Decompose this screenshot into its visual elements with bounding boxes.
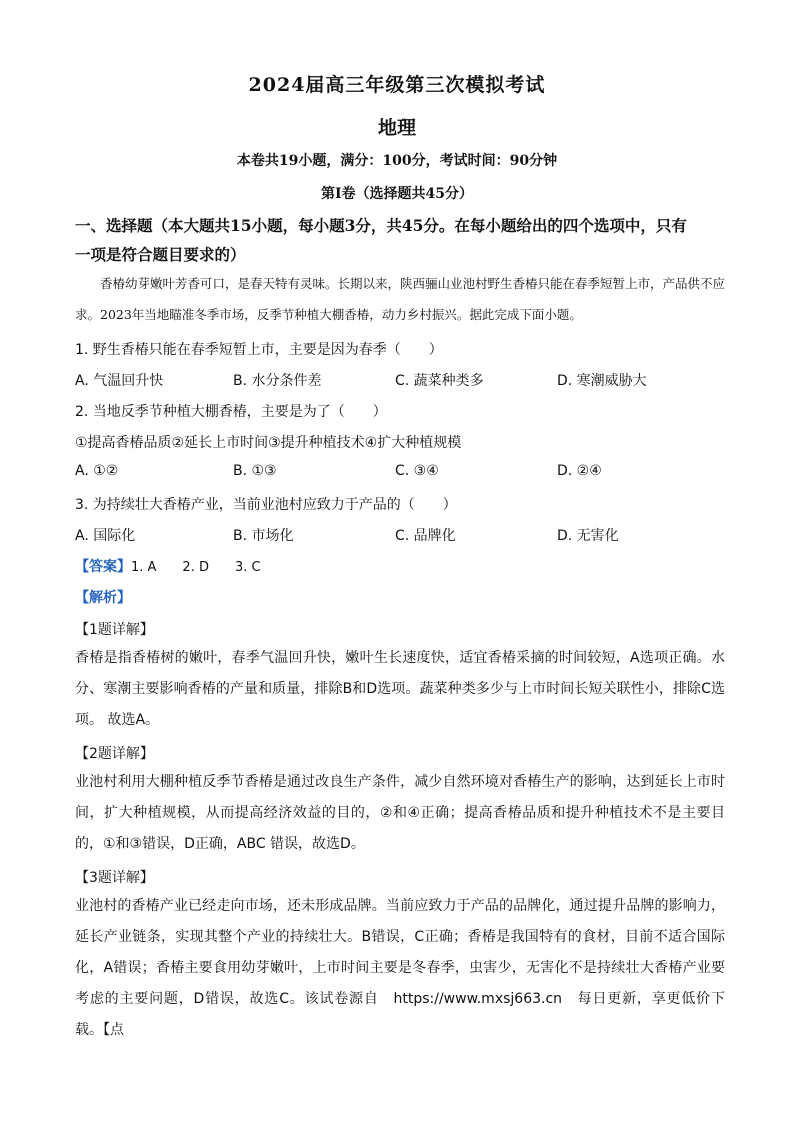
- section-heading-line-1: 一、选择题（本大题共15小题，每小题3分，共45分。在每小题给出的四个选项中，只有: [75, 216, 687, 235]
- analysis-label: [75, 587, 131, 607]
- question-2-option-d: D. ②④: [557, 463, 602, 479]
- question-2-option-c: C. ③④: [395, 463, 439, 479]
- question-1-option-c: C. 蔬菜种类多: [395, 373, 484, 389]
- question-1-stem: 1. 野生香椿只能在春季短暂上市，主要是因为春季（ ）: [75, 342, 443, 358]
- question-2-option-b: B. ①③: [233, 463, 277, 479]
- question-3-option-a: A. 国际化: [75, 528, 136, 544]
- detail-2-label: 【2题详解】: [75, 746, 154, 762]
- detail-2-text: 业池村利用大棚种植反季节香椿是通过改良生产条件，减少自然环境对香椿生产的影响，达到延长上市时间，扩大种植规模，从而提高经济效益的目的，②和④正确；提高香椿品质和提升种植技术不是主要目的，①和③错误，D正确，ABC 错误，故选D。: [75, 774, 725, 852]
- answer-line: [75, 556, 261, 576]
- question-3-option-b: B. 市场化: [233, 528, 294, 544]
- question-2-stem: 2. 当地反季节种植大棚香椿，主要是为了（ ）: [75, 404, 387, 420]
- question-3-option-d: D. 无害化: [557, 528, 619, 544]
- detail-3-label: 【3题详解】: [75, 870, 154, 886]
- analysis-label-text: 【解析】: [75, 590, 131, 606]
- question-1-option-d: D. 寒潮威胁大: [557, 373, 647, 389]
- question-3-option-c: C. 品牌化: [395, 528, 456, 544]
- detail-3-text: 业池村的香椿产业已经走向市场，还未形成品牌。当前应致力于产品的品牌化，通过提升品牌的影响力，延长产业链条，实现其整个产业的持续壮大。B错误，C正确；香椿是我国特有的食材，目前不适合国际化，A错误；香椿主要食用幼芽嫩叶，上市时间主要是冬春季，虫害少，无害化不是持续壮大香椿产业要考虑的主要问题，D错误，故选C。该试卷源自 https://www.mxsj663.cn 每日更新，享更低价下载。【点: [75, 898, 725, 1038]
- answer-text: 1. A 2. D 3. C: [131, 560, 261, 575]
- exam-meta: 本卷共19小题，满分：100分，考试时间：90分钟: [236, 153, 558, 169]
- section-heading: [75, 211, 720, 269]
- question-3-stem: 3. 为持续壮大香椿产业，当前业池村应致力于产品的（ ）: [75, 497, 457, 513]
- detail-1-label: 【1题详解】: [75, 622, 154, 638]
- detail-1-text: 香椿是指香椿树的嫩叶，春季气温回升快，嫩叶生长速度快，适宜香椿采摘的时间较短，A选项正确。水分、寒潮主要影响香椿的产量和质量，排除B和D选项。蔬菜种类多少与上市时间长短关联性小，排除C选项。 故选A。: [75, 650, 725, 728]
- section-heading-line-2: 一项是符合题目要求的）: [75, 245, 246, 264]
- question-2-option-a: A. ①②: [75, 463, 119, 479]
- question-1-option-a: A. 气温回升快: [75, 373, 164, 389]
- reading-material: 香椿幼芽嫩叶芳香可口，是春天特有灵味。长期以来，陕西骊山业池村野生香椿只能在春季短暂上市，产品供不应求。2023年当地瞄准冬季市场，反季节种植大棚香椿，动力乡村振兴。据此完成下面小题。: [75, 276, 726, 322]
- answer-label: 【答案】: [75, 559, 131, 575]
- question-1-option-b: B. 水分条件差: [233, 373, 322, 389]
- exam-title: 2024届高三年级第三次模拟考试: [248, 74, 546, 96]
- question-2-statements: ①提高香椿品质②延长上市时间③提升种植技术④扩大种植规模: [75, 435, 462, 451]
- exam-subject: 地理: [377, 117, 416, 139]
- exam-part-heading: 第I卷（选择题共45分）: [320, 186, 474, 202]
